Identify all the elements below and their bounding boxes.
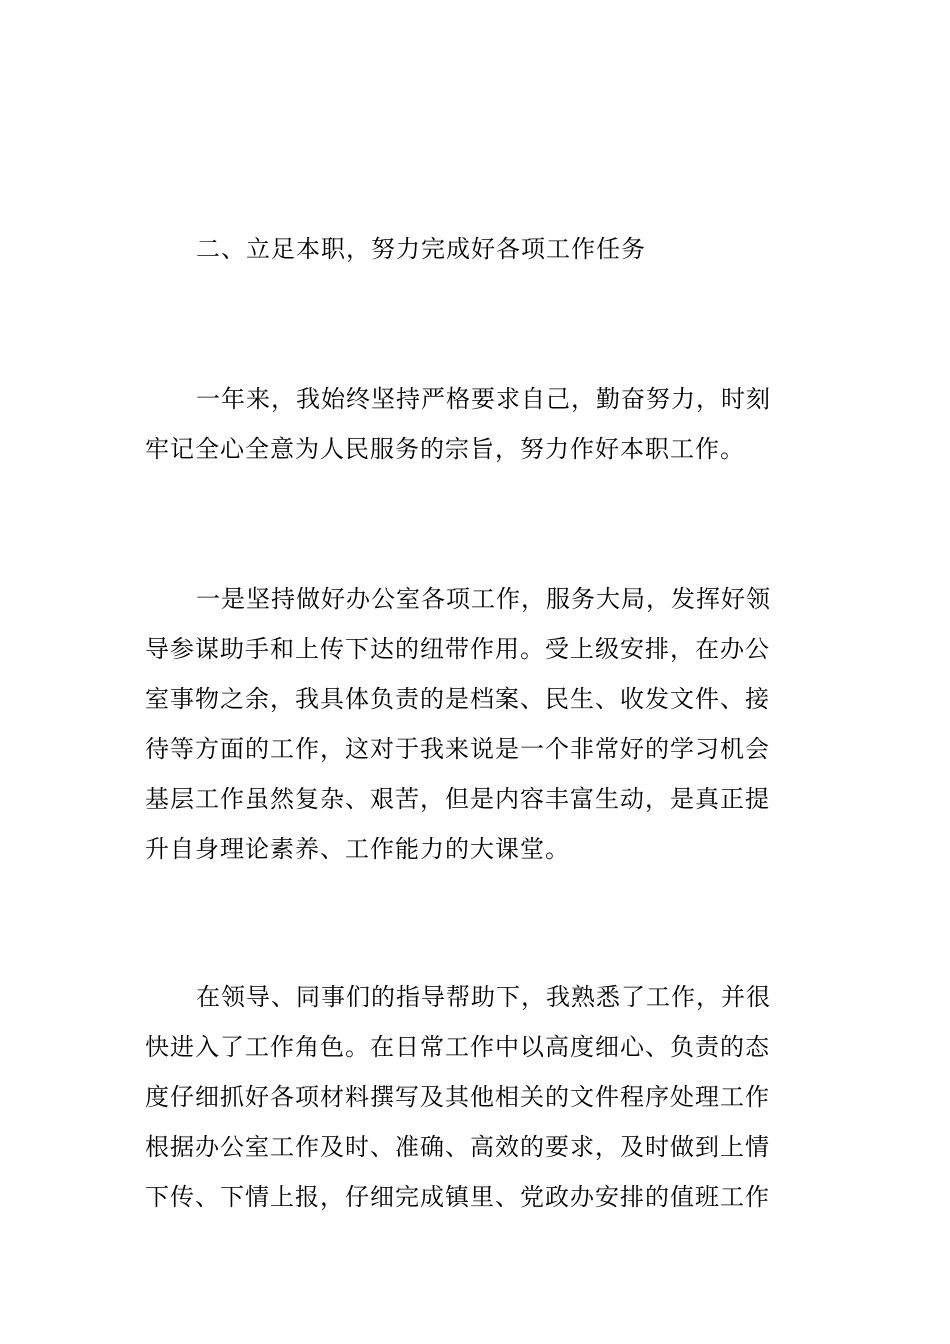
paragraph-line: 待等方面的工作，这对于我来说是一个非常好的学习机会 bbox=[145, 735, 770, 763]
paragraph-line: 下传、下情上报，仔细完成镇里、党政办安排的值班工作 bbox=[145, 1183, 770, 1211]
paragraph-line: 一是坚持做好办公室各项工作，服务大局，发挥好领 bbox=[196, 585, 771, 613]
paragraph-line: 快进入了工作角色。在日常工作中以高度细心、负责的态 bbox=[145, 1033, 770, 1061]
section-heading: 二、立足本职，努力完成好各项工作任务 bbox=[196, 235, 646, 263]
paragraph-line: 升自身理论素养、工作能力的大课堂。 bbox=[145, 835, 570, 863]
paragraph-line: 室事物之余，我具体负责的是档案、民生、收发文件、接 bbox=[145, 685, 770, 713]
paragraph-line: 基层工作虽然复杂、艰苦，但是内容丰富生动，是真正提 bbox=[145, 785, 770, 813]
paragraph-line: 根据办公室工作及时、准确、高效的要求，及时做到上情 bbox=[145, 1133, 770, 1161]
paragraph-line: 牢记全心全意为人民服务的宗旨，努力作好本职工作。 bbox=[145, 435, 745, 463]
paragraph-line: 度仔细抓好各项材料撰写及其他相关的文件程序处理工作 bbox=[145, 1083, 770, 1111]
paragraph-line: 一年来，我始终坚持严格要求自己，勤奋努力，时刻 bbox=[196, 385, 771, 413]
paragraph-line: 在领导、同事们的指导帮助下，我熟悉了工作，并很 bbox=[196, 983, 771, 1011]
paragraph-line: 导参谋助手和上传下达的纽带作用。受上级安排，在办公 bbox=[145, 635, 770, 663]
